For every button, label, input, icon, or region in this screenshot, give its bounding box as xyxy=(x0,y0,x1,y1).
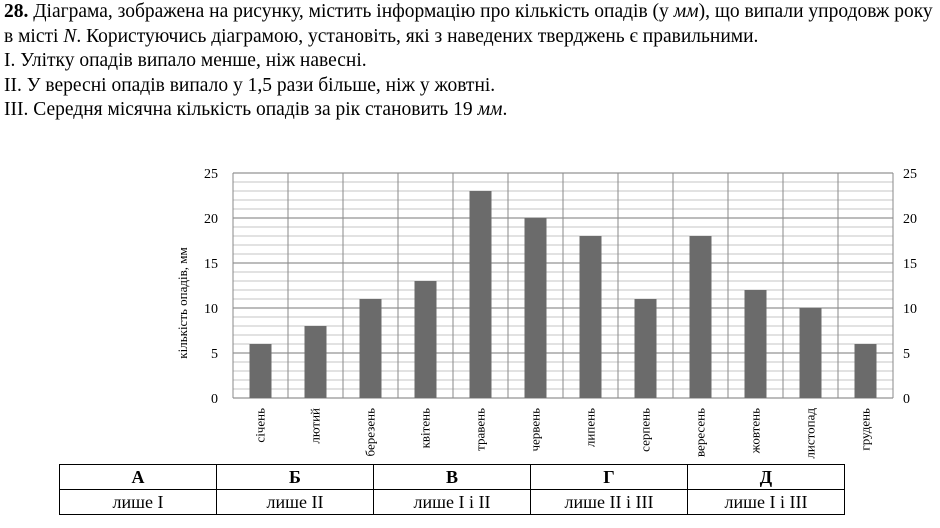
y-tick-label: 0 xyxy=(903,392,910,407)
x-tick-label: травень xyxy=(472,408,488,451)
statement-3: III. Середня місячна кількість опадів за рік становить 19 мм. xyxy=(4,99,508,120)
x-tick-label: квітень xyxy=(417,408,433,449)
y-axis-left-ticks xyxy=(204,167,218,407)
bar xyxy=(800,308,822,398)
question-text xyxy=(4,0,936,123)
x-tick-label: листопад xyxy=(802,408,818,459)
x-tick-label: липень xyxy=(582,408,598,448)
answer-letter: А xyxy=(60,465,217,490)
bar xyxy=(855,344,877,398)
y-axis-right-ticks xyxy=(903,167,917,407)
bar xyxy=(580,236,602,398)
statement-1: I. Улітку опадів випало менше, ніж навесні. xyxy=(4,50,367,71)
bar xyxy=(745,290,767,398)
precipitation-bar-chart xyxy=(170,160,940,460)
y-tick-label: 20 xyxy=(204,212,218,227)
y-axis-label: кількість опадів, мм xyxy=(175,247,190,359)
bar xyxy=(690,236,712,398)
answer-letter: Г xyxy=(531,465,688,490)
answer-table xyxy=(59,464,845,515)
x-tick-label: січень xyxy=(252,408,268,443)
x-tick-label: серпень xyxy=(637,408,653,452)
answer-letter: Д xyxy=(688,465,845,490)
x-tick-label: грудень xyxy=(857,408,873,451)
answer-letter: Б xyxy=(217,465,374,490)
y-tick-label: 20 xyxy=(903,212,917,227)
x-tick-label: лютий xyxy=(307,408,323,444)
answer-option: лише ІІ xyxy=(217,490,374,515)
y-tick-label: 15 xyxy=(903,257,917,272)
x-tick-label: березень xyxy=(362,408,378,457)
question-number: 28. xyxy=(4,1,29,22)
answer-letter: В xyxy=(374,465,531,490)
y-tick-label: 25 xyxy=(903,167,917,182)
bar xyxy=(525,218,547,398)
x-tick-label: жовтень xyxy=(747,408,763,454)
answer-options-row xyxy=(60,490,845,515)
x-axis-labels xyxy=(253,408,873,459)
statement-2: II. У вересні опадів випало у 1,5 рази більше, ніж у жовтні. xyxy=(4,74,496,96)
y-tick-label: 10 xyxy=(204,302,218,317)
bar xyxy=(250,344,272,398)
chart-grid xyxy=(233,173,893,398)
answer-option: лише І і ІІ xyxy=(374,490,531,515)
answer-option: лише ІІ і ІІІ xyxy=(531,490,688,515)
bar xyxy=(415,281,437,398)
bar xyxy=(360,299,382,398)
x-tick-label: червень xyxy=(527,408,543,452)
y-tick-label: 0 xyxy=(211,392,218,407)
y-tick-label: 25 xyxy=(204,167,218,182)
bar xyxy=(305,326,327,398)
answer-letters-row xyxy=(60,465,845,490)
y-tick-label: 15 xyxy=(204,257,218,272)
y-tick-label: 5 xyxy=(903,347,910,362)
question-intro: 28. Діаграма, зображена на рисунку, містить інформацію про кількість опадів (у мм), що випали упродовж року в місті N. Користуючись діаграмою, установіть, які з наведених тверджень є правильними. xyxy=(4,1,933,47)
y-tick-label: 10 xyxy=(903,302,917,317)
answer-option: лише І і ІІІ xyxy=(688,490,845,515)
bar xyxy=(470,191,492,398)
bar xyxy=(635,299,657,398)
x-tick-label: вересень xyxy=(692,408,708,458)
answer-option: лише І xyxy=(60,490,217,515)
y-tick-label: 5 xyxy=(211,347,218,362)
